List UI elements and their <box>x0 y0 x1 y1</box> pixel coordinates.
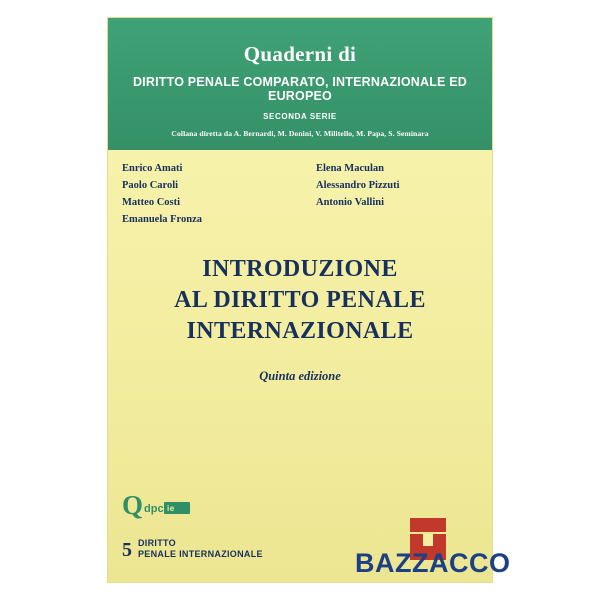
authors-column-right <box>316 160 400 211</box>
series-number: 5 <box>122 539 132 561</box>
publisher-logo-top <box>410 518 446 532</box>
publisher-wordmark: BAZZACCO <box>355 548 511 578</box>
logo-bar-text: ie <box>167 504 175 513</box>
series-label-line: PENALE INTERNAZIONALE <box>138 549 263 559</box>
series-subtitle: DIRITTO PENALE COMPARATO, INTERNAZIONALE ED EUROPEO <box>132 75 468 103</box>
book-title-line: INTERNAZIONALE <box>186 318 414 344</box>
series-title: Quaderni di <box>243 42 357 66</box>
book-title-block <box>108 254 492 384</box>
logo-letter-q: Q <box>122 490 144 520</box>
author-name: Paolo Caroli <box>122 180 179 191</box>
author-name: Matteo Costi <box>122 197 181 208</box>
qdpc-logo-icon <box>122 490 198 520</box>
cover-header-band <box>108 18 492 150</box>
author-name: Elena Maculan <box>316 163 384 174</box>
author-name: Emanuela Fronza <box>122 214 203 225</box>
series-edition-label: SECONDA SERIE <box>263 112 337 121</box>
publisher-logo-notch <box>423 534 433 546</box>
authors-column-left <box>122 160 202 228</box>
edition-label: Quinta edizione <box>259 369 341 383</box>
series-label-line: DIRITTO <box>138 538 176 548</box>
book-title-line: AL DIRITTO PENALE <box>174 287 426 313</box>
author-name: Antonio Vallini <box>316 197 384 208</box>
book-cover <box>108 18 492 582</box>
authors-block <box>108 160 492 230</box>
series-label <box>138 538 263 560</box>
author-name: Enrico Amati <box>122 163 183 174</box>
series-directors: Collana diretta da A. Bernardi, M. Donini, V. Militello, M. Papa, S. Seminara <box>171 129 429 138</box>
logo-letters-dpc: dpc <box>144 503 164 515</box>
author-name: Alessandro Pizzuti <box>316 180 400 191</box>
book-title-line: INTRODUZIONE <box>202 256 398 282</box>
